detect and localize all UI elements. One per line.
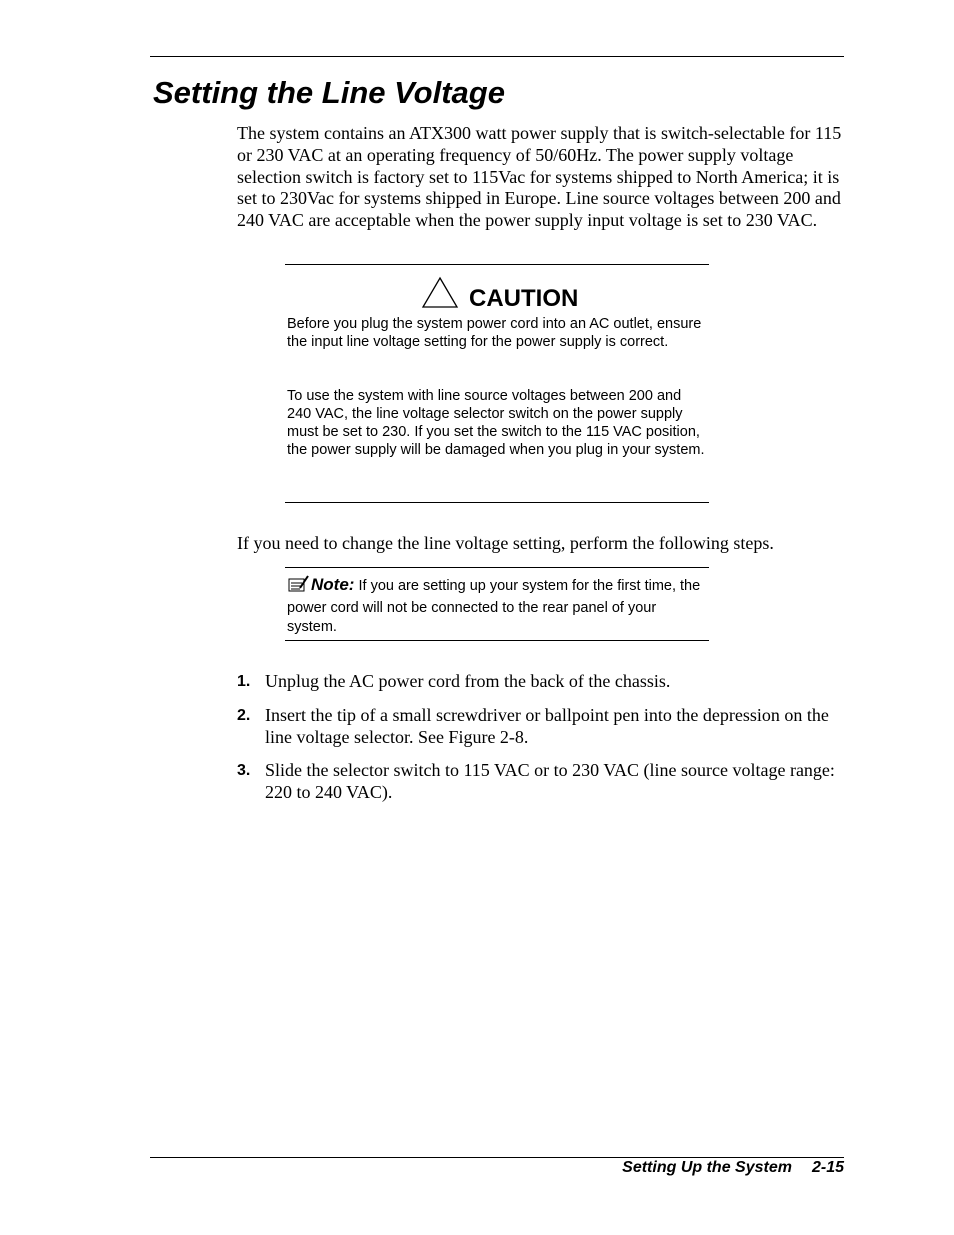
intro-paragraph: The system contains an ATX300 watt power supply that is switch-selectable for 115 or 230 VAC at an operating frequency of 50/60Hz. The power supply voltage selection switch is factory set to 115Vac for systems shipped to North America; it is set to 230Vac for systems shipped in Europe. Line source voltages between 200 and 240 VAC are acceptable when the power supply input voltage is set to 230 VAC. bbox=[237, 123, 842, 231]
caution-paragraph-2: To use the system with line source voltages between 200 and 240 VAC, the line voltage selector switch on the power supply must be set to 230. If you set the switch to the 115 VAC position, the power supply will be damaged when you plug in your system. bbox=[287, 388, 705, 458]
step-number: 3. bbox=[237, 762, 251, 779]
note-bottom-rule bbox=[285, 640, 709, 641]
step-text: Slide the selector switch to 115 VAC or to 230 VAC (line source voltage range: 220 to 240 VAC). bbox=[265, 760, 835, 802]
caution-top-rule bbox=[285, 264, 709, 265]
note-pad-icon bbox=[287, 575, 309, 599]
caution-title: CAUTION bbox=[469, 285, 579, 312]
header-rule bbox=[150, 56, 844, 57]
caution-bottom-rule bbox=[285, 502, 709, 503]
step-number: 1. bbox=[237, 673, 251, 690]
section-title: Setting the Line Voltage bbox=[153, 75, 505, 110]
step-text: Unplug the AC power cord from the back of the chassis. bbox=[265, 671, 671, 691]
step-number: 2. bbox=[237, 707, 251, 724]
note-text bbox=[287, 575, 707, 637]
lead-in-text: If you need to change the line voltage setting, perform the following steps. bbox=[237, 533, 774, 553]
footer-chapter-title: Setting Up the System bbox=[622, 1159, 792, 1176]
caution-paragraph-1: Before you plug the system power cord into an AC outlet, ensure the input line voltage setting for the power supply is correct. bbox=[287, 316, 702, 350]
page-footer bbox=[622, 1158, 844, 1178]
warning-triangle-icon bbox=[421, 276, 459, 310]
note-top-rule bbox=[285, 567, 709, 568]
step-text: Insert the tip of a small screwdriver or ballpoint pen into the depression on the line voltage selector. See Figure 2-8. bbox=[265, 705, 829, 747]
note-label: Note: bbox=[311, 575, 355, 594]
page-number: 2-15 bbox=[811, 1159, 844, 1176]
note-body: If you are setting up your system for the first time, the power cord will not be connected to the rear panel of your system. bbox=[287, 578, 701, 635]
